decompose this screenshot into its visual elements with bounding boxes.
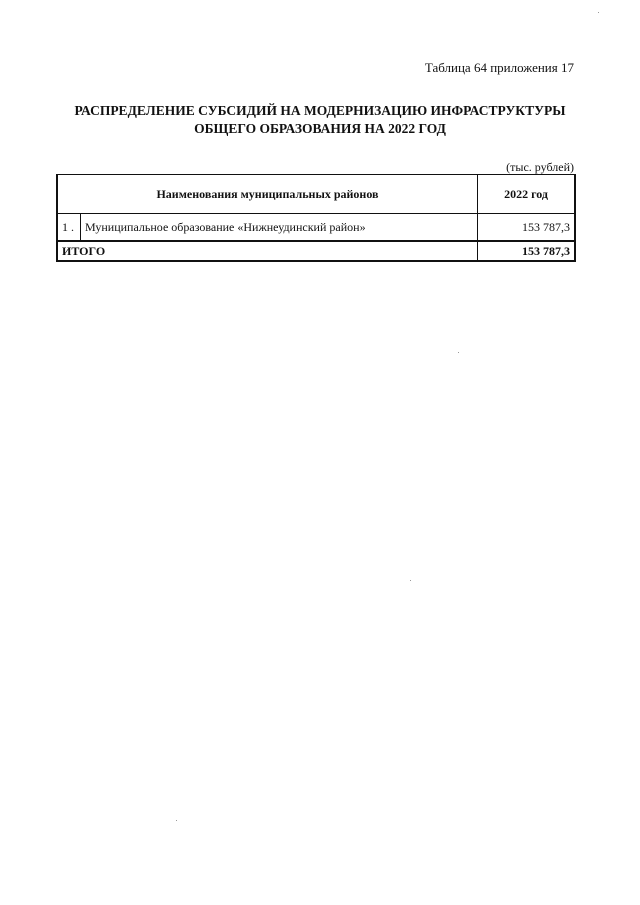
scan-speck bbox=[410, 580, 411, 581]
total-row bbox=[57, 241, 575, 261]
subsidy-table bbox=[56, 174, 576, 262]
row-value: 153 787,3 bbox=[478, 214, 576, 242]
total-label: ИТОГО bbox=[57, 241, 478, 261]
title-line-2: ОБЩЕГО ОБРАЗОВАНИЯ НА 2022 ГОД bbox=[194, 121, 446, 136]
scan-speck bbox=[598, 12, 599, 13]
table-header-row bbox=[57, 175, 575, 214]
scan-speck bbox=[458, 352, 459, 353]
title-line-1: РАСПРЕДЕЛЕНИЕ СУБСИДИЙ НА МОДЕРНИЗАЦИЮ ИНФРАСТРУКТУРЫ bbox=[74, 103, 566, 118]
total-value: 153 787,3 bbox=[478, 241, 576, 261]
table-row bbox=[57, 214, 575, 242]
column-header-name: Наименования муниципальных районов bbox=[57, 175, 478, 214]
units-label: (тыс. рублей) bbox=[506, 160, 574, 174]
document-title bbox=[0, 102, 640, 138]
table-reference: Таблица 64 приложения 17 bbox=[424, 60, 574, 75]
row-name: Муниципальное образование «Нижнеудинский район» bbox=[81, 214, 478, 242]
row-number: 1 . bbox=[57, 214, 81, 242]
scan-speck bbox=[176, 820, 177, 821]
column-header-year: 2022 год bbox=[478, 175, 576, 214]
